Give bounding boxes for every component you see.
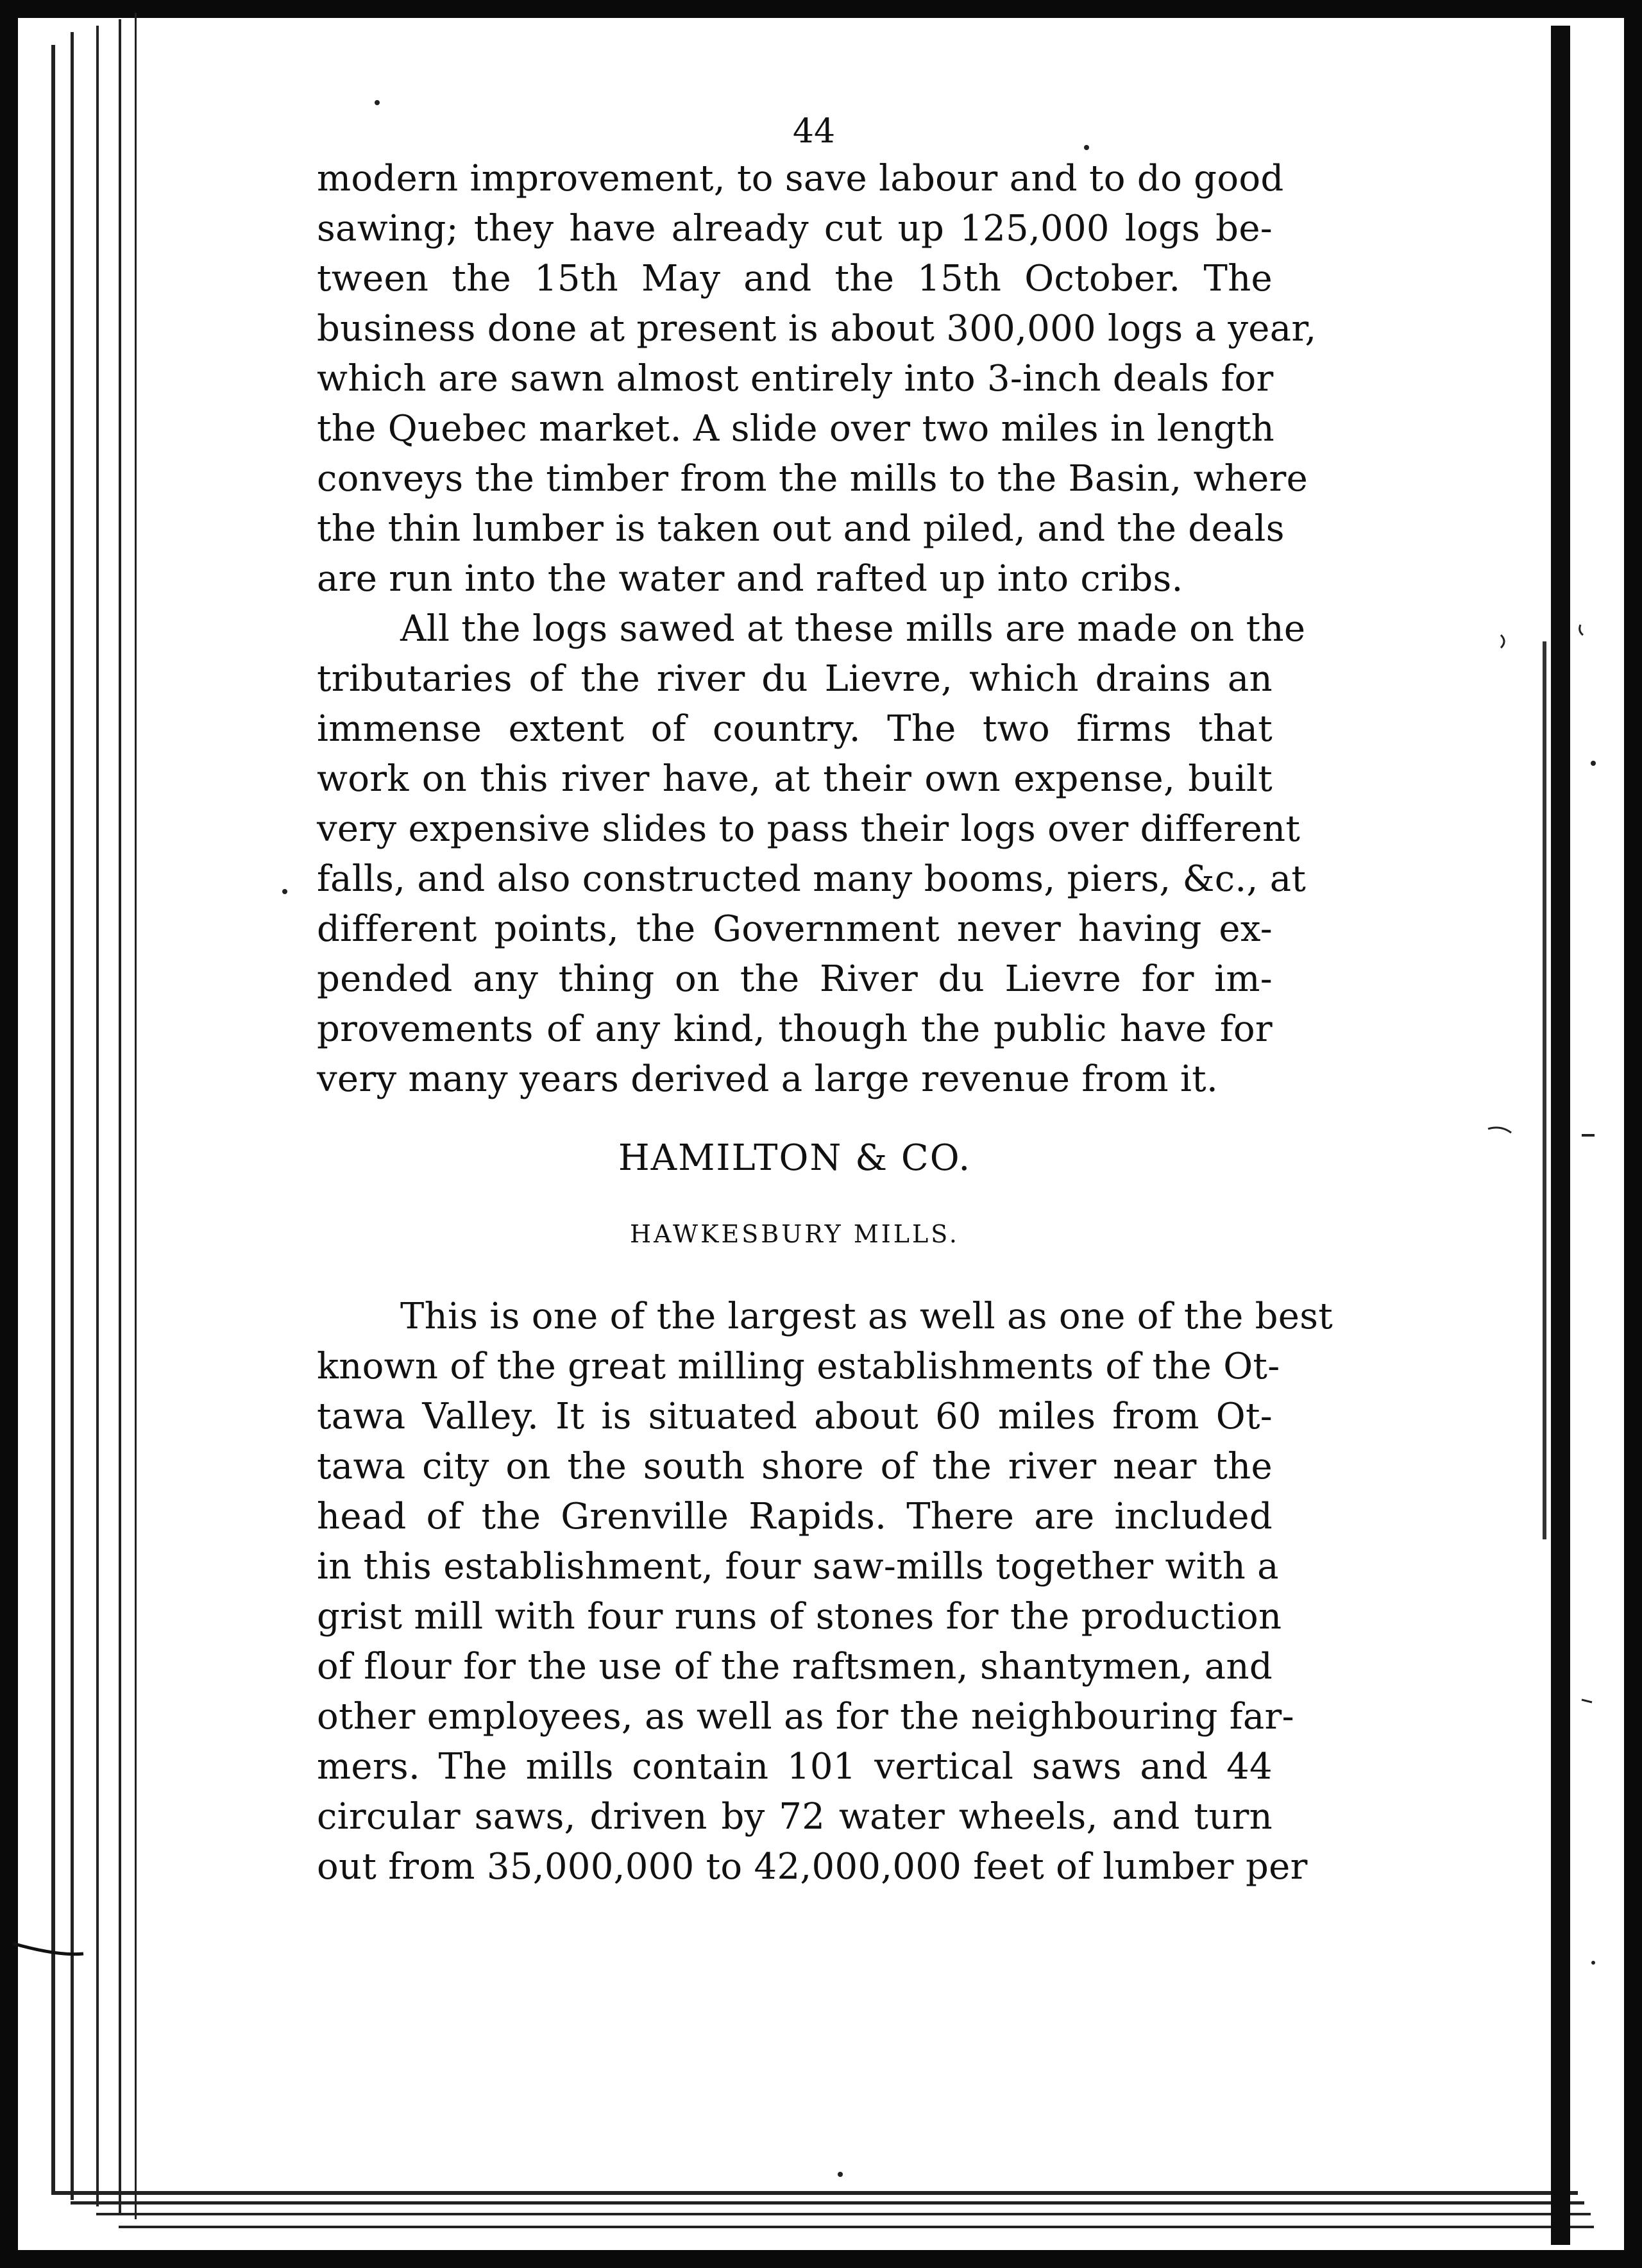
paragraph-3 [317,1292,1333,1892]
text-line: provements of any kind, though the public have for [317,1008,1273,1050]
text-line: head of the Grenville Rapids. There are included [317,1496,1273,1537]
text-line: the Quebec market. A slide over two miles in length [317,408,1275,450]
text-line: pended any thing on the River du Lievre for im- [317,958,1273,1000]
page-number: 44 [792,112,836,151]
text-line: grist mill with four runs of stones for the production [317,1596,1282,1638]
paragraph-1 [317,154,1317,604]
section-heading: HAMILTON & CO. [618,1137,972,1179]
text-line: business done at present is about 300,000 logs a year, [317,308,1317,350]
text-line: This is one of the largest as well as one of the best [400,1296,1333,1337]
text-line: different points, the Government never having ex- [317,908,1273,950]
text-line: out from 35,000,000 to 42,000,000 feet of lumber per [317,1846,1308,1888]
text-line: sawing; they have already cut up 125,000 logs be- [317,208,1273,250]
text-line: falls, and also constructed many booms, piers, &c., at [317,858,1307,900]
text-line: tawa city on the south shore of the river near the [317,1446,1273,1487]
text-line: All the logs sawed at these mills are made on the [400,608,1306,650]
text-line: very many years derived a large revenue from it. [317,1058,1219,1100]
text-line: are run into the water and rafted up into cribs. [317,558,1183,600]
text-line: work on this river have, at their own expense, built [317,758,1273,800]
text-line: tawa Valley. It is situated about 60 miles from Ot- [317,1396,1273,1437]
text-line: in this establishment, four saw-mills together with a [317,1546,1279,1587]
text-line: known of the great milling establishments of the Ot- [317,1346,1280,1387]
text-line: immense extent of country. The two firms that [317,708,1273,750]
section-subheading: HAWKESBURY MILLS. [630,1220,960,1248]
text-line: conveys the timber from the mills to the Basin, where [317,458,1308,500]
text-line: circular saws, driven by 72 water wheels, and turn [317,1796,1273,1838]
text-line: of flour for the use of the raftsmen, shantymen, and [317,1646,1273,1688]
text-line: which are sawn almost entirely into 3-inch deals for [317,358,1274,400]
text-line: mers. The mills contain 101 vertical saws and 44 [317,1746,1273,1788]
text-line: other employees, as well as for the neighbouring far- [317,1696,1294,1738]
text-line: tween the 15th May and the 15th October. The [317,258,1273,300]
text-line: very expensive slides to pass their logs over different [317,808,1301,850]
page-body [317,109,1333,1892]
paragraph-2 [317,604,1307,1104]
text-line: the thin lumber is taken out and piled, and the deals [317,508,1285,550]
text-line: modern improvement, to save labour and to do good [317,158,1284,199]
text-line: tributaries of the river du Lievre, which drains an [317,658,1273,700]
